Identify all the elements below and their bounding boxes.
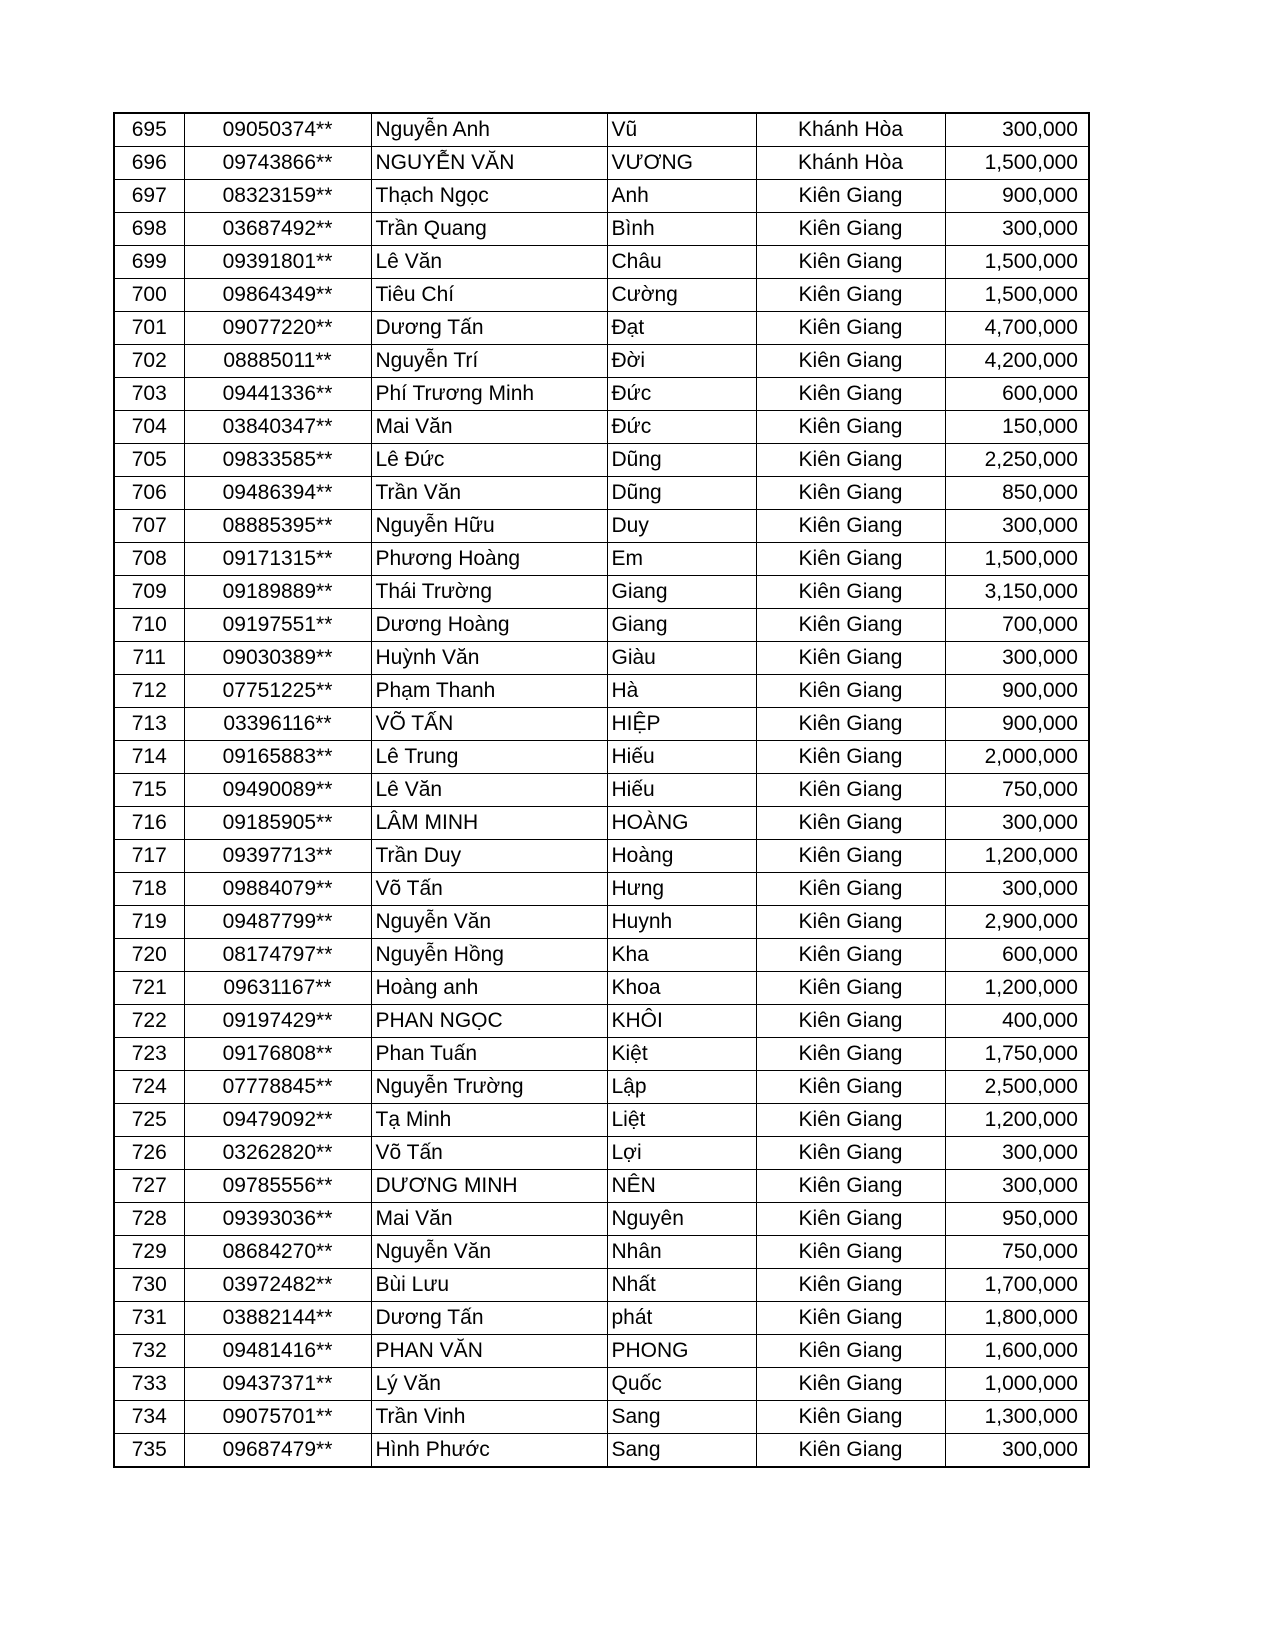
table-row [114, 1170, 1089, 1203]
table-row [114, 1104, 1089, 1137]
province-cell: Kiên Giang [756, 1401, 945, 1434]
province-cell: Kiên Giang [756, 444, 945, 477]
phone-number-cell: 07778845** [184, 1071, 371, 1104]
surname-cell: Nguyễn Hữu [371, 510, 607, 543]
province-cell: Kiên Giang [756, 1203, 945, 1236]
surname-cell: Nguyễn Văn [371, 906, 607, 939]
surname-cell: Bùi Lưu [371, 1269, 607, 1302]
table-row [114, 1302, 1089, 1335]
phone-number-cell: 09785556** [184, 1170, 371, 1203]
given-name-cell: Hiếu [607, 774, 756, 807]
row-number-cell: 716 [114, 807, 184, 840]
phone-number-cell: 09487799** [184, 906, 371, 939]
table-row [114, 1038, 1089, 1071]
given-name-cell: Khoa [607, 972, 756, 1005]
province-cell: Kiên Giang [756, 1104, 945, 1137]
table-row [114, 510, 1089, 543]
table-row [114, 378, 1089, 411]
surname-cell: Mai Văn [371, 411, 607, 444]
phone-number-cell: 08885395** [184, 510, 371, 543]
province-cell: Kiên Giang [756, 246, 945, 279]
row-number-cell: 696 [114, 147, 184, 180]
given-name-cell: Lợi [607, 1137, 756, 1170]
table-row [114, 1203, 1089, 1236]
province-cell: Kiên Giang [756, 1236, 945, 1269]
phone-number-cell: 08684270** [184, 1236, 371, 1269]
given-name-cell: Giang [607, 609, 756, 642]
phone-number-cell: 09176808** [184, 1038, 371, 1071]
row-number-cell: 734 [114, 1401, 184, 1434]
amount-cell: 1,500,000 [945, 246, 1089, 279]
amount-cell: 1,500,000 [945, 147, 1089, 180]
amount-cell: 400,000 [945, 1005, 1089, 1038]
row-number-cell: 732 [114, 1335, 184, 1368]
amount-cell: 600,000 [945, 939, 1089, 972]
given-name-cell: Lập [607, 1071, 756, 1104]
amount-cell: 750,000 [945, 774, 1089, 807]
phone-number-cell: 09197429** [184, 1005, 371, 1038]
phone-number-cell: 03882144** [184, 1302, 371, 1335]
surname-cell: Hình Phước [371, 1434, 607, 1468]
amount-cell: 850,000 [945, 477, 1089, 510]
province-cell: Kiên Giang [756, 1071, 945, 1104]
amount-cell: 300,000 [945, 1170, 1089, 1203]
surname-cell: Nguyễn Văn [371, 1236, 607, 1269]
phone-number-cell: 09687479** [184, 1434, 371, 1468]
province-cell: Kiên Giang [756, 312, 945, 345]
row-number-cell: 701 [114, 312, 184, 345]
table-row [114, 312, 1089, 345]
surname-cell: DƯƠNG MINH [371, 1170, 607, 1203]
table-row [114, 741, 1089, 774]
given-name-cell: Quốc [607, 1368, 756, 1401]
province-cell: Kiên Giang [756, 1269, 945, 1302]
phone-number-cell: 03972482** [184, 1269, 371, 1302]
amount-cell: 750,000 [945, 1236, 1089, 1269]
table-row [114, 543, 1089, 576]
row-number-cell: 713 [114, 708, 184, 741]
phone-number-cell: 09050374** [184, 113, 371, 147]
row-number-cell: 715 [114, 774, 184, 807]
phone-number-cell: 09397713** [184, 840, 371, 873]
table-row [114, 477, 1089, 510]
table-row [114, 213, 1089, 246]
table-row [114, 906, 1089, 939]
surname-cell: Nguyễn Trường [371, 1071, 607, 1104]
given-name-cell: Đức [607, 378, 756, 411]
amount-cell: 1,500,000 [945, 279, 1089, 312]
row-number-cell: 728 [114, 1203, 184, 1236]
phone-number-cell: 09185905** [184, 807, 371, 840]
province-cell: Kiên Giang [756, 807, 945, 840]
province-cell: Kiên Giang [756, 1302, 945, 1335]
surname-cell: Trần Quang [371, 213, 607, 246]
province-cell: Kiên Giang [756, 411, 945, 444]
surname-cell: Phí Trương Minh [371, 378, 607, 411]
table-row [114, 873, 1089, 906]
amount-cell: 3,150,000 [945, 576, 1089, 609]
surname-cell: Hoàng anh [371, 972, 607, 1005]
table-row [114, 1401, 1089, 1434]
province-cell: Khánh Hòa [756, 147, 945, 180]
surname-cell: Nguyễn Hồng [371, 939, 607, 972]
table-row [114, 113, 1089, 147]
amount-cell: 1,200,000 [945, 1104, 1089, 1137]
province-cell: Kiên Giang [756, 1005, 945, 1038]
surname-cell: Nguyễn Trí [371, 345, 607, 378]
surname-cell: Phạm Thanh [371, 675, 607, 708]
table-row [114, 609, 1089, 642]
province-cell: Kiên Giang [756, 675, 945, 708]
province-cell: Kiên Giang [756, 840, 945, 873]
given-name-cell: NÊN [607, 1170, 756, 1203]
given-name-cell: Đạt [607, 312, 756, 345]
given-name-cell: Liệt [607, 1104, 756, 1137]
row-number-cell: 718 [114, 873, 184, 906]
phone-number-cell: 08885011** [184, 345, 371, 378]
surname-cell: Trần Vinh [371, 1401, 607, 1434]
surname-cell: VÕ TẤN [371, 708, 607, 741]
amount-cell: 1,750,000 [945, 1038, 1089, 1071]
given-name-cell: Kha [607, 939, 756, 972]
payout-table [113, 112, 1090, 1468]
row-number-cell: 706 [114, 477, 184, 510]
surname-cell: Võ Tấn [371, 873, 607, 906]
given-name-cell: Đời [607, 345, 756, 378]
row-number-cell: 724 [114, 1071, 184, 1104]
phone-number-cell: 08174797** [184, 939, 371, 972]
given-name-cell: HIỆP [607, 708, 756, 741]
province-cell: Kiên Giang [756, 543, 945, 576]
row-number-cell: 712 [114, 675, 184, 708]
phone-number-cell: 09030389** [184, 642, 371, 675]
amount-cell: 1,600,000 [945, 1335, 1089, 1368]
row-number-cell: 722 [114, 1005, 184, 1038]
surname-cell: Huỳnh Văn [371, 642, 607, 675]
surname-cell: Tiêu Chí [371, 279, 607, 312]
province-cell: Kiên Giang [756, 180, 945, 213]
given-name-cell: Kiệt [607, 1038, 756, 1071]
amount-cell: 4,200,000 [945, 345, 1089, 378]
amount-cell: 700,000 [945, 609, 1089, 642]
amount-cell: 300,000 [945, 510, 1089, 543]
table-row [114, 1368, 1089, 1401]
province-cell: Kiên Giang [756, 1434, 945, 1468]
table-row [114, 1269, 1089, 1302]
amount-cell: 1,000,000 [945, 1368, 1089, 1401]
row-number-cell: 711 [114, 642, 184, 675]
phone-number-cell: 09833585** [184, 444, 371, 477]
surname-cell: Lê Văn [371, 774, 607, 807]
amount-cell: 300,000 [945, 1434, 1089, 1468]
given-name-cell: Vũ [607, 113, 756, 147]
surname-cell: Lê Văn [371, 246, 607, 279]
surname-cell: Phan Tuấn [371, 1038, 607, 1071]
given-name-cell: Huynh [607, 906, 756, 939]
province-cell: Kiên Giang [756, 345, 945, 378]
province-cell: Kiên Giang [756, 609, 945, 642]
table-row [114, 1236, 1089, 1269]
table-row [114, 1137, 1089, 1170]
phone-number-cell: 09165883** [184, 741, 371, 774]
row-number-cell: 714 [114, 741, 184, 774]
amount-cell: 300,000 [945, 807, 1089, 840]
row-number-cell: 726 [114, 1137, 184, 1170]
phone-number-cell: 09171315** [184, 543, 371, 576]
province-cell: Kiên Giang [756, 1038, 945, 1071]
phone-number-cell: 09189889** [184, 576, 371, 609]
province-cell: Kiên Giang [756, 576, 945, 609]
table-row [114, 246, 1089, 279]
given-name-cell: Nhất [607, 1269, 756, 1302]
phone-number-cell: 09490089** [184, 774, 371, 807]
province-cell: Kiên Giang [756, 1170, 945, 1203]
amount-cell: 1,200,000 [945, 972, 1089, 1005]
row-number-cell: 719 [114, 906, 184, 939]
row-number-cell: 721 [114, 972, 184, 1005]
phone-number-cell: 09077220** [184, 312, 371, 345]
phone-number-cell: 03396116** [184, 708, 371, 741]
amount-cell: 2,500,000 [945, 1071, 1089, 1104]
table-row [114, 708, 1089, 741]
province-cell: Kiên Giang [756, 279, 945, 312]
row-number-cell: 699 [114, 246, 184, 279]
table-row [114, 1335, 1089, 1368]
province-cell: Kiên Giang [756, 642, 945, 675]
given-name-cell: Hà [607, 675, 756, 708]
given-name-cell: Sang [607, 1401, 756, 1434]
province-cell: Kiên Giang [756, 873, 945, 906]
row-number-cell: 720 [114, 939, 184, 972]
row-number-cell: 729 [114, 1236, 184, 1269]
table-row [114, 147, 1089, 180]
given-name-cell: HOÀNG [607, 807, 756, 840]
given-name-cell: Dũng [607, 444, 756, 477]
given-name-cell: Nguyên [607, 1203, 756, 1236]
phone-number-cell: 09486394** [184, 477, 371, 510]
amount-cell: 1,200,000 [945, 840, 1089, 873]
amount-cell: 300,000 [945, 213, 1089, 246]
surname-cell: Lê Đức [371, 444, 607, 477]
given-name-cell: KHÔI [607, 1005, 756, 1038]
table-row [114, 840, 1089, 873]
phone-number-cell: 09075701** [184, 1401, 371, 1434]
province-cell: Kiên Giang [756, 1368, 945, 1401]
table-row [114, 180, 1089, 213]
surname-cell: Trần Duy [371, 840, 607, 873]
given-name-cell: Bình [607, 213, 756, 246]
phone-number-cell: 03687492** [184, 213, 371, 246]
phone-number-cell: 09631167** [184, 972, 371, 1005]
province-cell: Kiên Giang [756, 1137, 945, 1170]
given-name-cell: Cường [607, 279, 756, 312]
province-cell: Kiên Giang [756, 378, 945, 411]
phone-number-cell: 03262820** [184, 1137, 371, 1170]
surname-cell: Dương Tấn [371, 1302, 607, 1335]
amount-cell: 300,000 [945, 1137, 1089, 1170]
phone-number-cell: 09441336** [184, 378, 371, 411]
given-name-cell: Giang [607, 576, 756, 609]
amount-cell: 1,800,000 [945, 1302, 1089, 1335]
row-number-cell: 723 [114, 1038, 184, 1071]
phone-number-cell: 03840347** [184, 411, 371, 444]
row-number-cell: 702 [114, 345, 184, 378]
row-number-cell: 700 [114, 279, 184, 312]
surname-cell: Thái Trường [371, 576, 607, 609]
table-row [114, 1434, 1089, 1468]
table-row [114, 675, 1089, 708]
amount-cell: 950,000 [945, 1203, 1089, 1236]
given-name-cell: Nhân [607, 1236, 756, 1269]
amount-cell: 1,500,000 [945, 543, 1089, 576]
table-body [114, 113, 1089, 1467]
row-number-cell: 695 [114, 113, 184, 147]
phone-number-cell: 09864349** [184, 279, 371, 312]
amount-cell: 150,000 [945, 411, 1089, 444]
table-row [114, 345, 1089, 378]
row-number-cell: 697 [114, 180, 184, 213]
table-row [114, 939, 1089, 972]
surname-cell: Lê Trung [371, 741, 607, 774]
surname-cell: Dương Tấn [371, 312, 607, 345]
row-number-cell: 704 [114, 411, 184, 444]
surname-cell: PHAN NGỌC [371, 1005, 607, 1038]
row-number-cell: 707 [114, 510, 184, 543]
table-row [114, 279, 1089, 312]
amount-cell: 600,000 [945, 378, 1089, 411]
given-name-cell: Duy [607, 510, 756, 543]
given-name-cell: Em [607, 543, 756, 576]
amount-cell: 300,000 [945, 113, 1089, 147]
surname-cell: Võ Tấn [371, 1137, 607, 1170]
table-row [114, 444, 1089, 477]
row-number-cell: 709 [114, 576, 184, 609]
given-name-cell: Anh [607, 180, 756, 213]
row-number-cell: 710 [114, 609, 184, 642]
phone-number-cell: 07751225** [184, 675, 371, 708]
row-number-cell: 735 [114, 1434, 184, 1468]
given-name-cell: Dũng [607, 477, 756, 510]
province-cell: Kiên Giang [756, 906, 945, 939]
amount-cell: 2,250,000 [945, 444, 1089, 477]
table-row [114, 1005, 1089, 1038]
given-name-cell: Đức [607, 411, 756, 444]
given-name-cell: Hiếu [607, 741, 756, 774]
amount-cell: 4,700,000 [945, 312, 1089, 345]
province-cell: Kiên Giang [756, 774, 945, 807]
province-cell: Kiên Giang [756, 213, 945, 246]
given-name-cell: VƯƠNG [607, 147, 756, 180]
province-cell: Kiên Giang [756, 1335, 945, 1368]
surname-cell: LÂM MINH [371, 807, 607, 840]
phone-number-cell: 08323159** [184, 180, 371, 213]
amount-cell: 900,000 [945, 180, 1089, 213]
surname-cell: Nguyễn Anh [371, 113, 607, 147]
given-name-cell: phát [607, 1302, 756, 1335]
surname-cell: Mai Văn [371, 1203, 607, 1236]
row-number-cell: 698 [114, 213, 184, 246]
given-name-cell: PHONG [607, 1335, 756, 1368]
surname-cell: Dương Hoàng [371, 609, 607, 642]
province-cell: Kiên Giang [756, 708, 945, 741]
surname-cell: Tạ Minh [371, 1104, 607, 1137]
row-number-cell: 705 [114, 444, 184, 477]
row-number-cell: 708 [114, 543, 184, 576]
amount-cell: 300,000 [945, 873, 1089, 906]
row-number-cell: 731 [114, 1302, 184, 1335]
phone-number-cell: 09197551** [184, 609, 371, 642]
province-cell: Kiên Giang [756, 939, 945, 972]
amount-cell: 900,000 [945, 675, 1089, 708]
phone-number-cell: 09437371** [184, 1368, 371, 1401]
phone-number-cell: 09479092** [184, 1104, 371, 1137]
table-row [114, 972, 1089, 1005]
phone-number-cell: 09481416** [184, 1335, 371, 1368]
amount-cell: 1,300,000 [945, 1401, 1089, 1434]
amount-cell: 1,700,000 [945, 1269, 1089, 1302]
row-number-cell: 727 [114, 1170, 184, 1203]
row-number-cell: 730 [114, 1269, 184, 1302]
table-row [114, 642, 1089, 675]
given-name-cell: Sang [607, 1434, 756, 1468]
province-cell: Kiên Giang [756, 477, 945, 510]
province-cell: Kiên Giang [756, 510, 945, 543]
given-name-cell: Hưng [607, 873, 756, 906]
amount-cell: 300,000 [945, 642, 1089, 675]
amount-cell: 2,000,000 [945, 741, 1089, 774]
surname-cell: Thạch Ngọc [371, 180, 607, 213]
table-row [114, 1071, 1089, 1104]
surname-cell: PHAN VĂN [371, 1335, 607, 1368]
surname-cell: Lý Văn [371, 1368, 607, 1401]
phone-number-cell: 09743866** [184, 147, 371, 180]
province-cell: Khánh Hòa [756, 113, 945, 147]
row-number-cell: 703 [114, 378, 184, 411]
surname-cell: NGUYỄN VĂN [371, 147, 607, 180]
given-name-cell: Châu [607, 246, 756, 279]
phone-number-cell: 09393036** [184, 1203, 371, 1236]
given-name-cell: Giàu [607, 642, 756, 675]
province-cell: Kiên Giang [756, 741, 945, 774]
surname-cell: Trần Văn [371, 477, 607, 510]
table-row [114, 774, 1089, 807]
surname-cell: Phương Hoàng [371, 543, 607, 576]
row-number-cell: 717 [114, 840, 184, 873]
province-cell: Kiên Giang [756, 972, 945, 1005]
phone-number-cell: 09884079** [184, 873, 371, 906]
phone-number-cell: 09391801** [184, 246, 371, 279]
amount-cell: 900,000 [945, 708, 1089, 741]
table-row [114, 576, 1089, 609]
amount-cell: 2,900,000 [945, 906, 1089, 939]
row-number-cell: 733 [114, 1368, 184, 1401]
table-row [114, 807, 1089, 840]
row-number-cell: 725 [114, 1104, 184, 1137]
given-name-cell: Hoàng [607, 840, 756, 873]
table-row [114, 411, 1089, 444]
